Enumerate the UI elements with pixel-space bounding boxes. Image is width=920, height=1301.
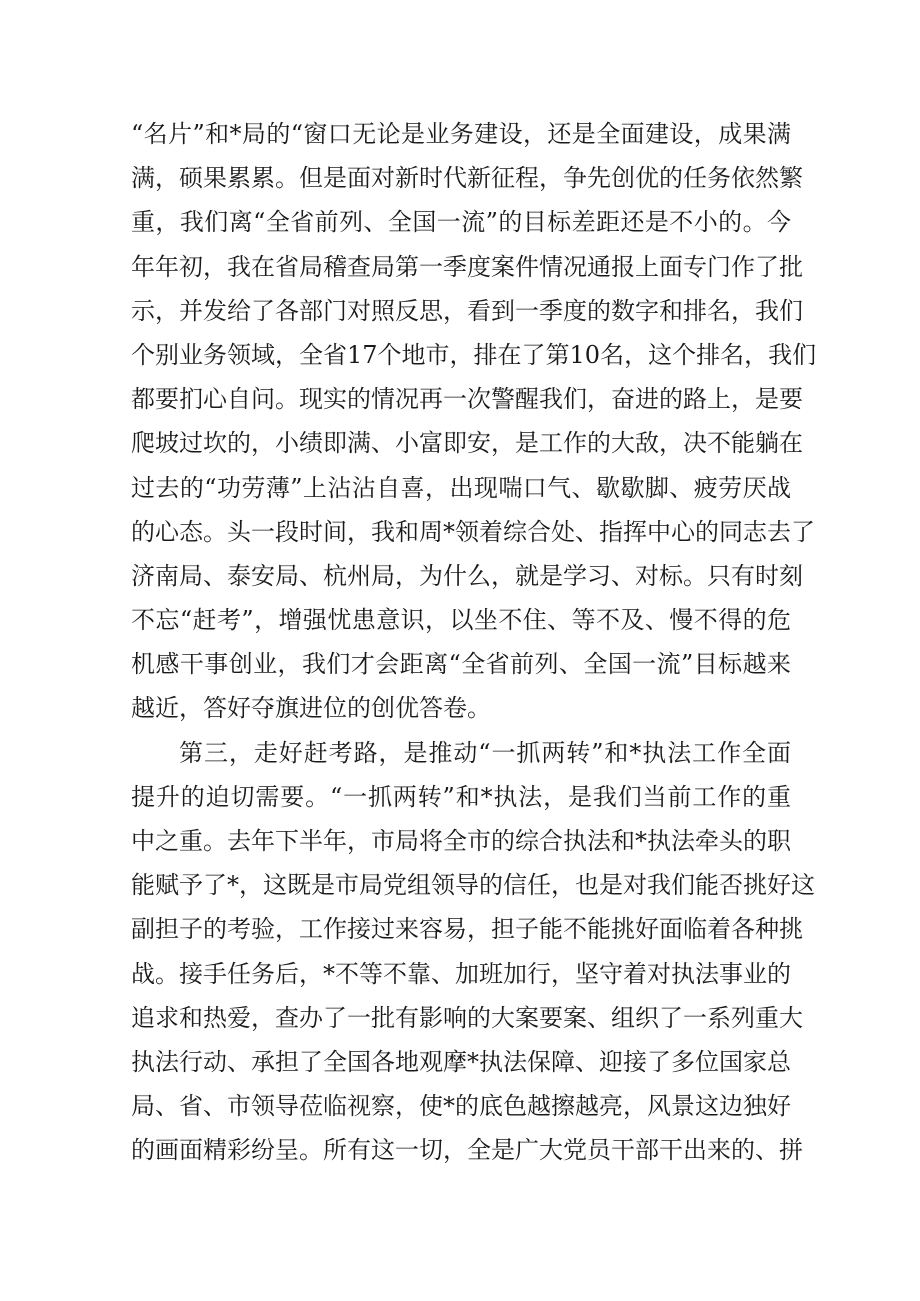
text-line: 能赋予了*，这既是市局党组领导的信任，也是对我们能否挑好这 bbox=[131, 871, 815, 900]
text-line: 不忘“赶考”，增强忧患意识，以坐不住、等不及、慢不得的危 bbox=[131, 606, 791, 635]
text-line: 提升的迫切需要。“一抓两转”和*执法，是我们当前工作的重 bbox=[131, 782, 791, 811]
text-line: 第三，走好赶考路，是推动“一抓两转”和*执法工作全面 bbox=[179, 738, 791, 767]
text-line: 满，硕果累累。但是面对新时代新征程，争先创优的任务依然繁 bbox=[131, 164, 803, 193]
text-line: 过去的“功劳薄”上沾沾自喜，出现喘口气、歇歇脚、疲劳厌战 bbox=[131, 473, 791, 502]
text-line: 战。接手任务后，*不等不靠、加班加行，坚守着对执法事业的 bbox=[131, 959, 791, 988]
text-line: 都要扪心自问。现实的情况再一次警醒我们，奋进的路上，是要 bbox=[131, 385, 803, 414]
text-line: 个别业务领域，全省17个地市，排在了第10名，这个排名，我们 bbox=[131, 340, 817, 369]
text-line: 重，我们离“全省前列、全国一流”的目标差距还是不小的。今 bbox=[131, 208, 791, 237]
text-line: 追求和热爱，查办了一批有影响的大案要案、组织了一系列重大 bbox=[131, 1003, 803, 1032]
text-line: 执法行动、承担了全国各地观摩*执法保障、迎接了多位国家总 bbox=[131, 1047, 791, 1076]
text-line: “名片”和*局的“窗口无论是业务建设，还是全面建设，成果满 bbox=[131, 120, 791, 148]
text-line: 的心态。头一段时间，我和周*领着综合处、指挥中心的同志去了 bbox=[131, 517, 815, 546]
text-line: 示，并发给了各部门对照反思，看到一季度的数字和排名，我们 bbox=[131, 296, 803, 325]
text-line: 局、省、市领导莅临视察，使*的底色越擦越亮，风景这边独好 bbox=[131, 1092, 791, 1121]
text-line: 中之重。去年下半年，市局将全市的综合执法和*执法牵头的职 bbox=[131, 827, 791, 855]
text-line: 的画面精彩纷呈。所有这一切，全是广大党员干部干出来的、拼 bbox=[131, 1136, 803, 1165]
text-line: 越近，答好夺旗进位的创优答卷。 bbox=[131, 694, 491, 723]
text-line: 年年初，我在省局稽查局第一季度案件情况通报上面专门作了批 bbox=[131, 252, 803, 281]
text-line: 爬坡过坎的，小绩即满、小富即安，是工作的大敌，决不能躺在 bbox=[131, 429, 803, 458]
text-line: 机感干事创业，我们才会距离“全省前列、全国一流”目标越来 bbox=[131, 650, 791, 679]
text-line: 济南局、泰安局、杭州局，为什么，就是学习、对标。只有时刻 bbox=[131, 561, 803, 590]
paragraph-1 bbox=[131, 112, 817, 731]
text-line: 副担子的考验，工作接过来容易，担子能不能挑好面临着各种挑 bbox=[131, 915, 803, 944]
paragraph-2 bbox=[131, 731, 815, 1173]
body-text bbox=[131, 112, 817, 1173]
